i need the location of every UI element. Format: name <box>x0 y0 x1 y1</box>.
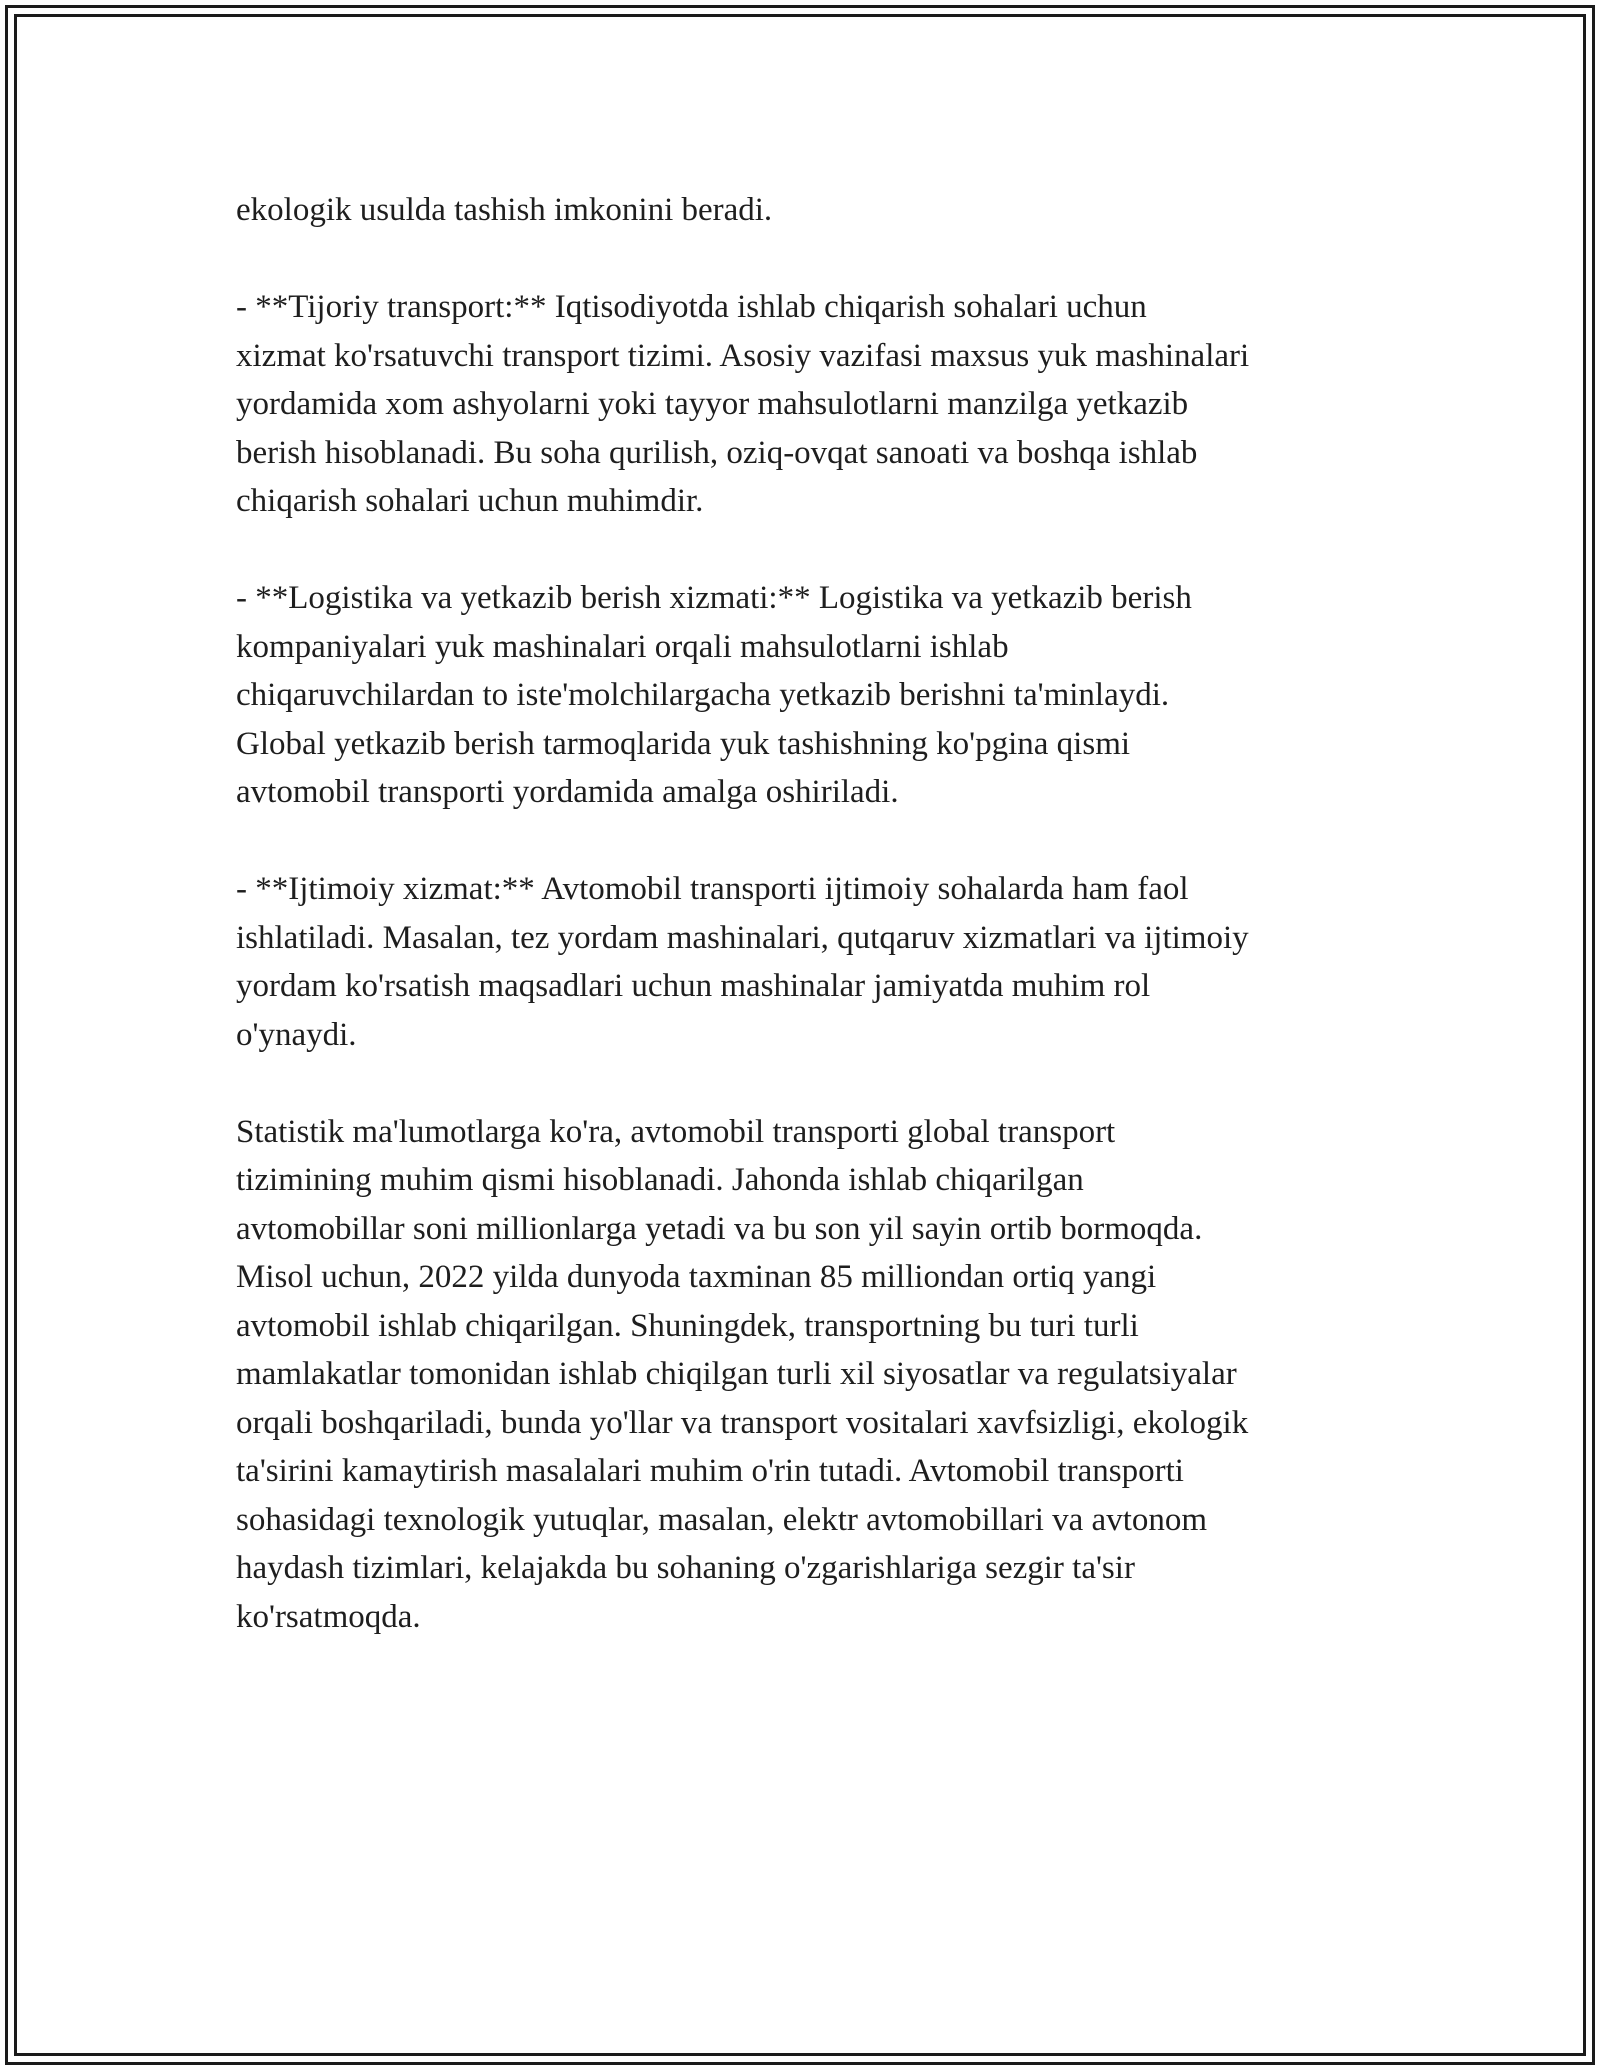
paragraph-spacer <box>236 817 1376 866</box>
paragraph-spacer <box>236 235 1376 284</box>
paragraph-spacer <box>236 526 1376 575</box>
paragraph-commercial-transport: - **Tijoriy transport:** Iqtisodiyotda ishlab chiqarish sohalari uchun xizmat ko'rsatuvchi transport tizimi. Asosiy vazifasi maxsus yuk mashinalari yordamida xom ashyolarni yoki tayyor mahsulotlarni manzilga yetkazib berish hisoblanadi. Bu soha qurilish, oziq-ovqat sanoati va boshqa ishlab chiqarish sohalari uchun muhimdir. <box>236 289 1250 519</box>
paragraph-intro-continuation: ekologik usulda tashish imkonini beradi. <box>236 192 773 228</box>
document-body <box>236 186 1376 1641</box>
paragraph-social-service: - **Ijtimoiy xizmat:** Avtomobil transporti ijtimoiy sohalarda ham faol ishlatiladi. Masalan, tez yordam mashinalari, qutqaruv xizmatlari va ijtimoiy yordam ko'rsatish maqsadlari uchun mashinalar jamiyatda muhim rol o'ynaydi. <box>236 871 1249 1053</box>
paragraph-statistics: Statistik ma'lumotlarga ko'ra, avtomobil transporti global transport tizimining muhim qismi hisoblanadi. Jahonda ishlab chiqarilgan avtomobillar soni millionlarga yetadi va bu son yil sayin ortib bormoqda. Misol uchun, 2022 yilda dunyoda taxminan 85 milliondan ortiq yangi avtomobil ishlab chiqarilgan. Shuningdek, transportning bu turi turli mamlakatlar tomonidan ishlab chiqilgan turli xil siyosatlar va regulatsiyalar orqali boshqariladi, bunda yo'llar va transport vositalari xavfsizligi, ekologik ta'sirini kamaytirish masalalari muhim o'rin tutadi. Avtomobil transporti sohasidagi texnologik yutuqlar, masalan, elektr avtomobillari va avtonom haydash tizimlari, kelajakda bu sohaning o'zgarishlariga sezgir ta'sir ko'rsatmoqda. <box>236 1113 1249 1635</box>
paragraph-spacer <box>236 1059 1376 1108</box>
paragraph-logistics-service: - **Logistika va yetkazib berish xizmati:** Logistika va yetkazib berish kompaniyalari yuk mashinalari orqali mahsulotlarni ishlab chiqaruvchilardan to iste'molchilargacha yetkazib berishni ta'minlaydi. Global yetkazib berish tarmoqlarida yuk tashishning ko'pgina qismi avtomobil transporti yordamida amalga oshiriladi. <box>236 580 1192 810</box>
